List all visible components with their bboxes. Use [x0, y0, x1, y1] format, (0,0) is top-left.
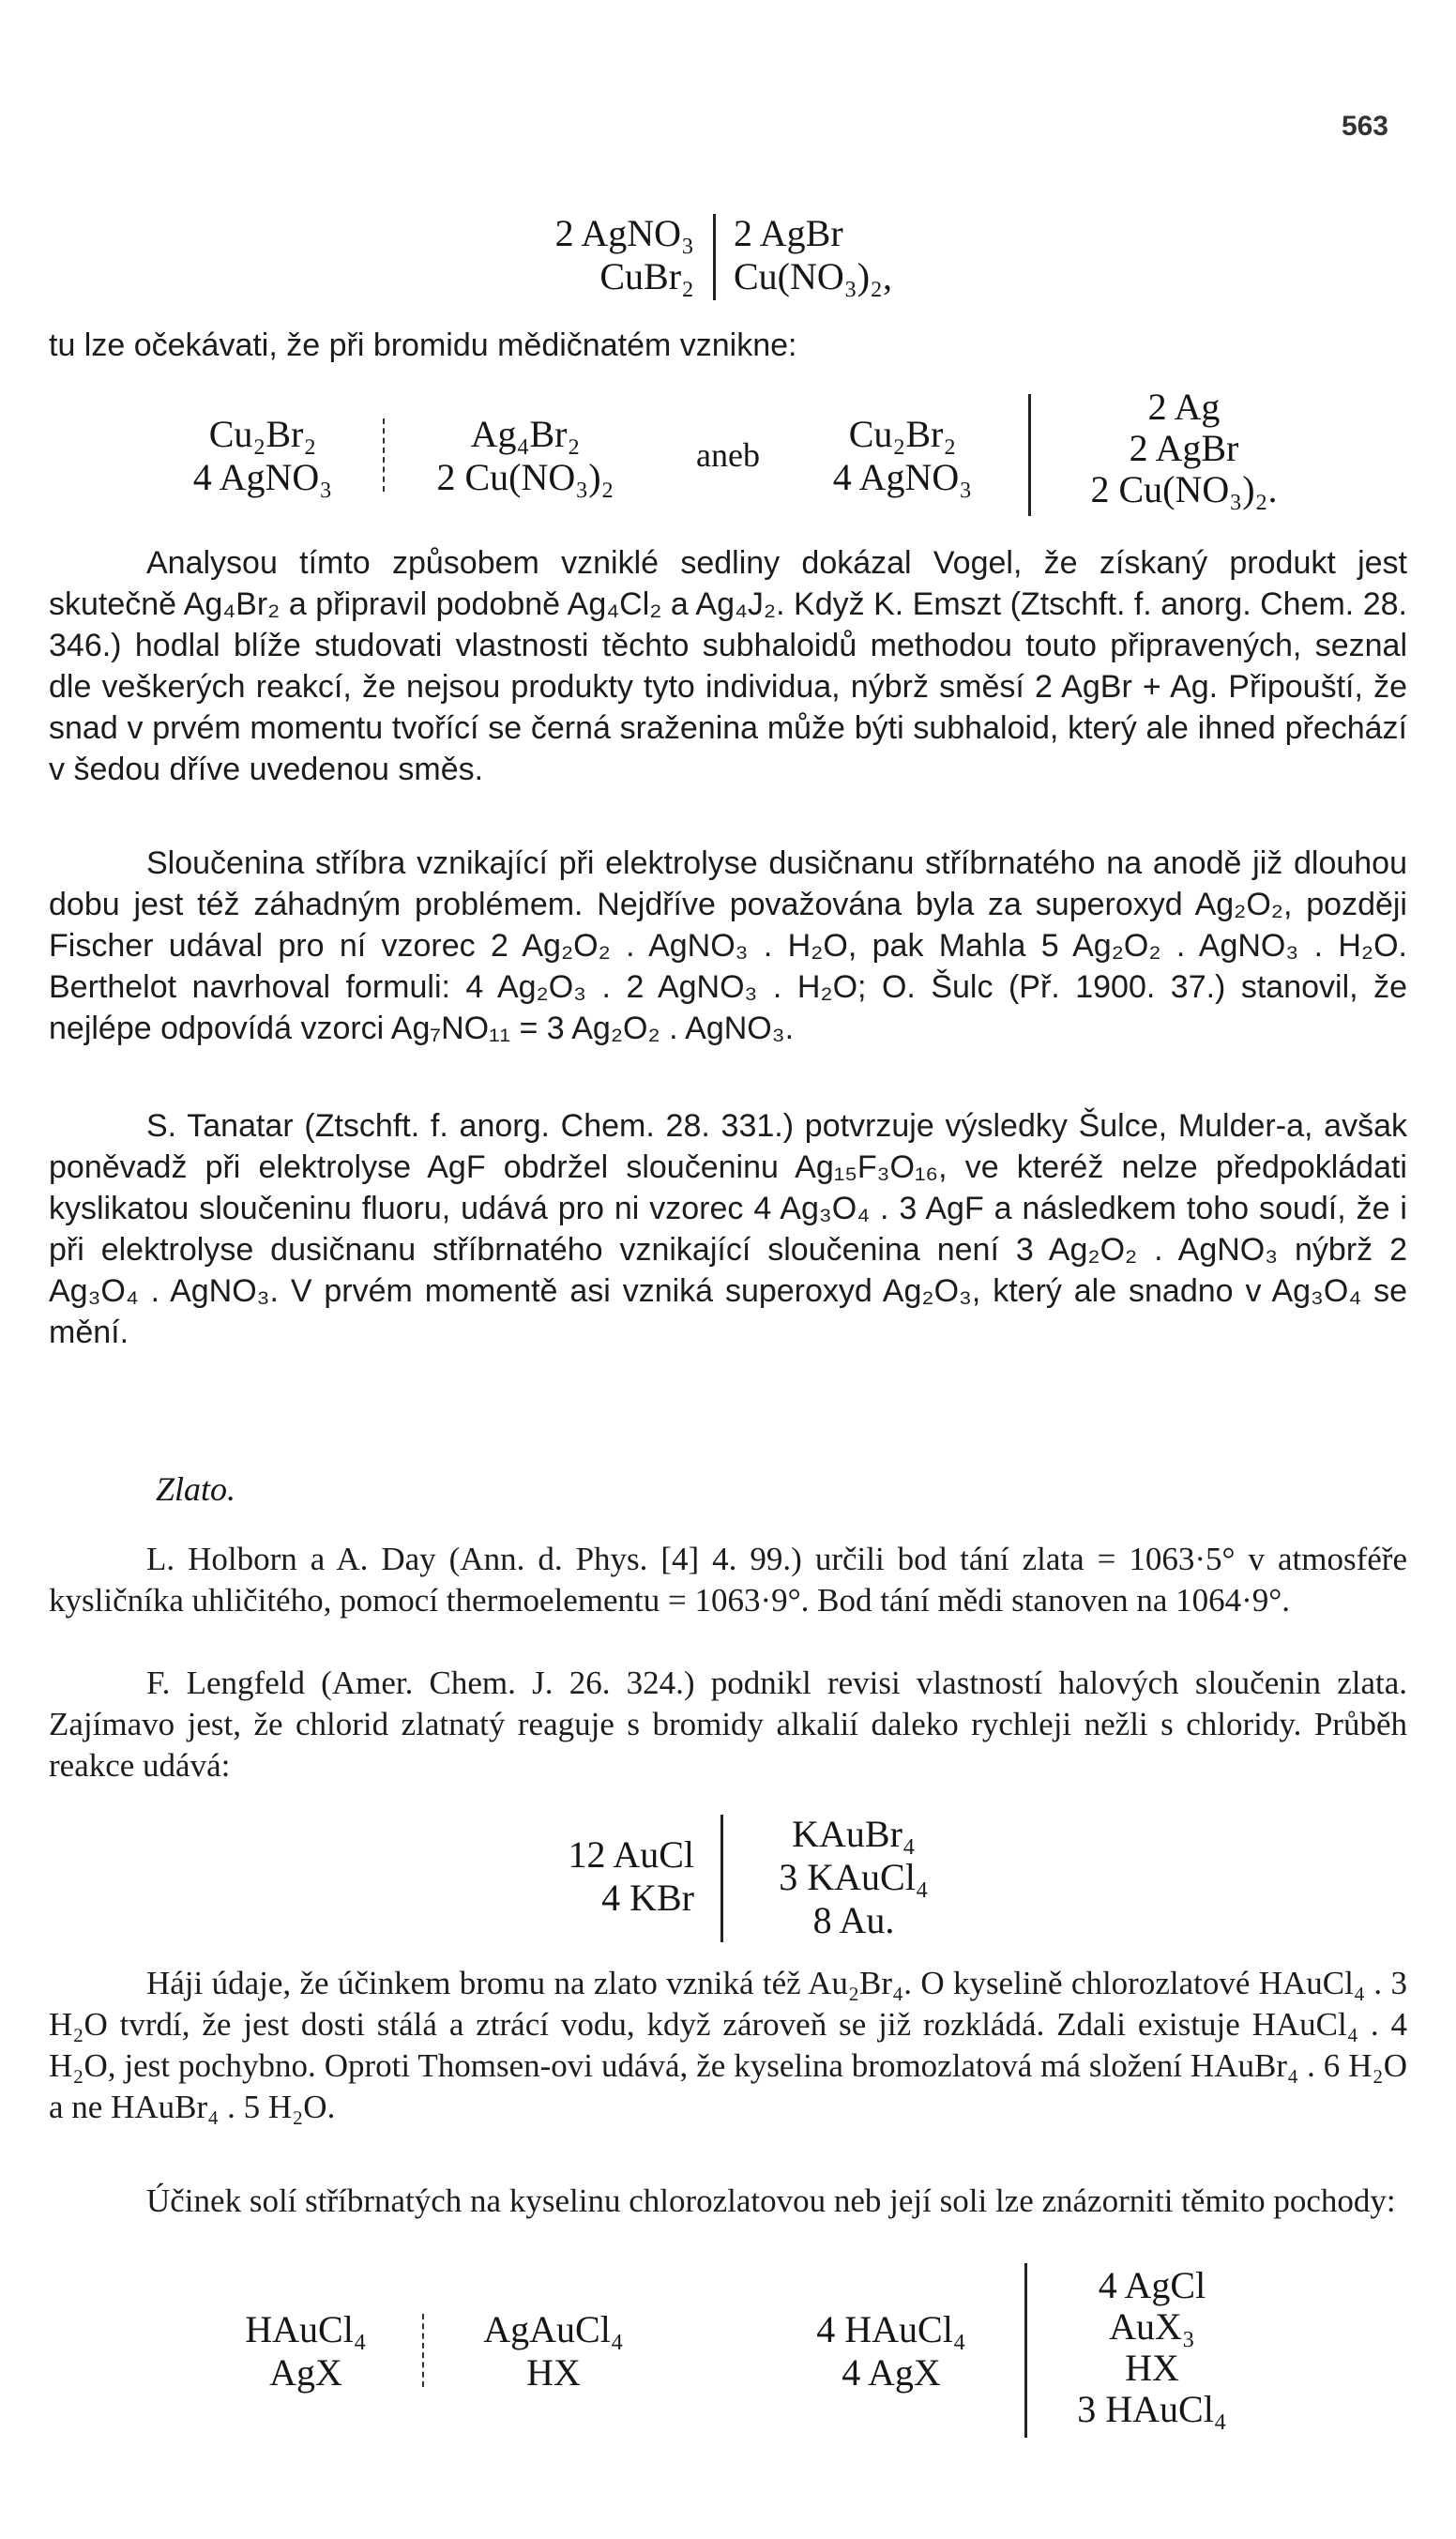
eq2-a: [169, 413, 356, 499]
paragraph-tanatar: S. Tanatar (Ztschft. f. anorg. Chem. 28. 331.) potvrzuje výsledky Šulce, Mulder-a, avšak poněvadž při elektrolyse AgF obdržel sloučeninu Ag₁₅F₃O₁₆, ve kteréž nelze předpokládati kyslikatou sloučeninu fluoru, udává pro ni vzorec 4 Ag₃O₄ . 3 AgF a následkem toho soudí, že i při elektrolyse dusičnanu stříbrnatého vznikající sloučenina není 3 Ag₂O₂ . AgNO₃ nýbrž 2 Ag₃O₄ . AgNO₃. V prvém momentě asi vzniká superoxyd Ag₂O₃, který ale snadno v Ag₃O₄ se mění.: [49, 1108, 1407, 1350]
paragraph-anode-compound: Sloučenina stříbra vznikající při elektrolyse dusičnanu stříbrnatého na anodě již dlouhou dobu jest též záhadným problémem. Nejdříve považována byla za superoxyd Ag₂O₂, později Fischer udával pro ní vzorec 2 Ag₂O₂ . AgNO₃ . H₂O, pak Mahla 5 Ag₂O₂ . AgNO₃ . H₂O. Berthelot navrhoval formuli: 4 Ag₂O₃ . 2 AgNO₃ . H₂O; O. Šulc (Př. 1900. 37.) stanovil, že nejlépe odpovídá vzorci Ag₇NO₁₁ = 3 Ag₂O₂ . AgNO₃.: [49, 845, 1407, 1046]
eq2-d-line: 2 Cu(NO₃)₂.: [1090, 468, 1278, 510]
eq1-left-line: 2 AgNO₃: [554, 212, 694, 254]
reaction-divider: [713, 214, 716, 300]
eq4-b: [441, 2308, 666, 2395]
eq2-b-line: Ag₄Br₂: [470, 413, 581, 455]
eq1-left-line: CuBr₂: [599, 255, 694, 297]
eq1-left: [488, 212, 694, 298]
eq4-b-line: AgAuCl₄: [483, 2308, 624, 2350]
page-number: 563: [1341, 111, 1388, 142]
paragraph-gold-acids: Háji údaje, že účinkem bromu na zlato vzniká též Au₂Br₄. O kyselině chlorozlatové HAuCl₄ . 3 H₂O tvrdí, že jest dosti stálá a ztrácí vodu, když zároveň se již rozkládá. Zdali existuje HAuCl₄ . 4 H₂O, jest pochybno. Oproti Thomsen-ovi udává, že kyselina bromozlatová má složení HAuBr₄ . 6 H₂O a ne HAuBr₄ . 5 H₂O.: [49, 1965, 1407, 2125]
eq3-right-line: 3 KAuCl₄: [779, 1856, 929, 1898]
reaction-divider: [1024, 2263, 1027, 2438]
paragraph-holborn: L. Holborn a A. Day (Ann. d. Phys. [4] 4. 99.) určili bod tání zlata = 1063·5° v atmosféře kysličníka uhličitého, pomocí thermoelementu = 1063·9°. Bod tání mědi stanoven na 1064·9°.: [49, 1541, 1407, 1619]
eq4-d-line: AuX₃: [1109, 2305, 1195, 2348]
eq4-d-line: HX: [1125, 2347, 1179, 2389]
reaction-divider: [1028, 394, 1031, 516]
eq4-c-line: 4 AgX: [842, 2351, 941, 2394]
eq2-d-line: 2 AgBr: [1129, 427, 1239, 469]
eq4-a-line: AgX: [269, 2351, 342, 2394]
reaction-divider: [720, 1815, 723, 1942]
reaction-divider: [422, 2314, 424, 2387]
paragraph-lengfeld: F. Lengfeld (Amer. Chem. J. 26. 324.) podnikl revisi vlastností halových sloučenin zlata. Zajímavo jest, že chlorid zlatnatý reaguje s bromidy alkalií daleko rychleji nežli s chloridy. Průběh reakce udává:: [49, 1665, 1407, 1784]
intro-line: tu lze očekávati, že při bromidu mědičnatém vznikne:: [49, 327, 797, 363]
section-heading-zlato: Zlato.: [156, 1470, 236, 1508]
eq1-right-line: Cu(NO₃)₂,: [734, 255, 892, 297]
eq3-left-line: 4 KBr: [601, 1877, 694, 1919]
eq3-right-line: 8 Au.: [812, 1899, 895, 1941]
eq2-c: [809, 413, 996, 499]
paragraph-vogel: Analysou tímto způsobem vzniklé sedliny dokázal Vogel, že získaný produkt jest skutečně Ag₄Br₂ a připravil podobně Ag₄Cl₂ a Ag₄J₂. Když K. Emszt (Ztschft. f. anorg. Chem. 28. 346.) hodlal blíže studovati vlastnosti těchto subhaloidů methodou touto připravených, seznal dle veškerých reakcí, že nejsou produkty tyto individua, nýbrž směsí 2 AgBr + Ag. Připouští, že snad v prvém momentu tvořící se černá sraženina může býti subhaloid, který ale ihned přechází v šedou dříve uvedenou směs.: [49, 545, 1407, 787]
eq2-a-line: Cu₂Br₂: [208, 413, 317, 455]
eq2-aneb: aneb: [696, 436, 760, 474]
eq3-left-line: 12 AuCl: [568, 1833, 694, 1876]
eq4-c-line: 4 HAuCl₄: [816, 2308, 966, 2350]
eq2-b-line: 2 Cu(NO₃)₂: [436, 456, 614, 498]
eq4-a-line: HAuCl₄: [245, 2308, 367, 2350]
eq4-a: [212, 2308, 400, 2395]
eq2-d: [1043, 387, 1325, 510]
eq2-c-line: Cu₂Br₂: [848, 413, 957, 455]
eq2-d-line: 2 Ag: [1147, 386, 1221, 428]
reaction-divider: [383, 418, 385, 492]
eq4-d-line: 4 AgCl: [1098, 2264, 1206, 2306]
eq2-a-line: 4 AgNO₃: [192, 456, 333, 498]
eq2-c-line: 4 AgNO₃: [832, 456, 973, 498]
eq4-d: [1039, 2265, 1265, 2430]
eq1-right: [734, 212, 978, 298]
eq1-right-line: 2 AgBr: [734, 212, 843, 254]
eq3-right: [741, 1813, 966, 1942]
eq3-right-line: KAuBr₄: [792, 1813, 916, 1855]
eq2-b: [403, 413, 647, 499]
eq4-d-line: 3 HAuCl₄: [1077, 2388, 1227, 2430]
eq4-c: [779, 2308, 1004, 2395]
paragraph-silver-salts: Účinek solí stříbrnatých na kyselinu chlorozlatovou neb její soli lze znázorniti těmito pochody:: [146, 2182, 1396, 2219]
eq3-left: [488, 1833, 694, 1920]
eq4-b-line: HX: [526, 2351, 581, 2394]
